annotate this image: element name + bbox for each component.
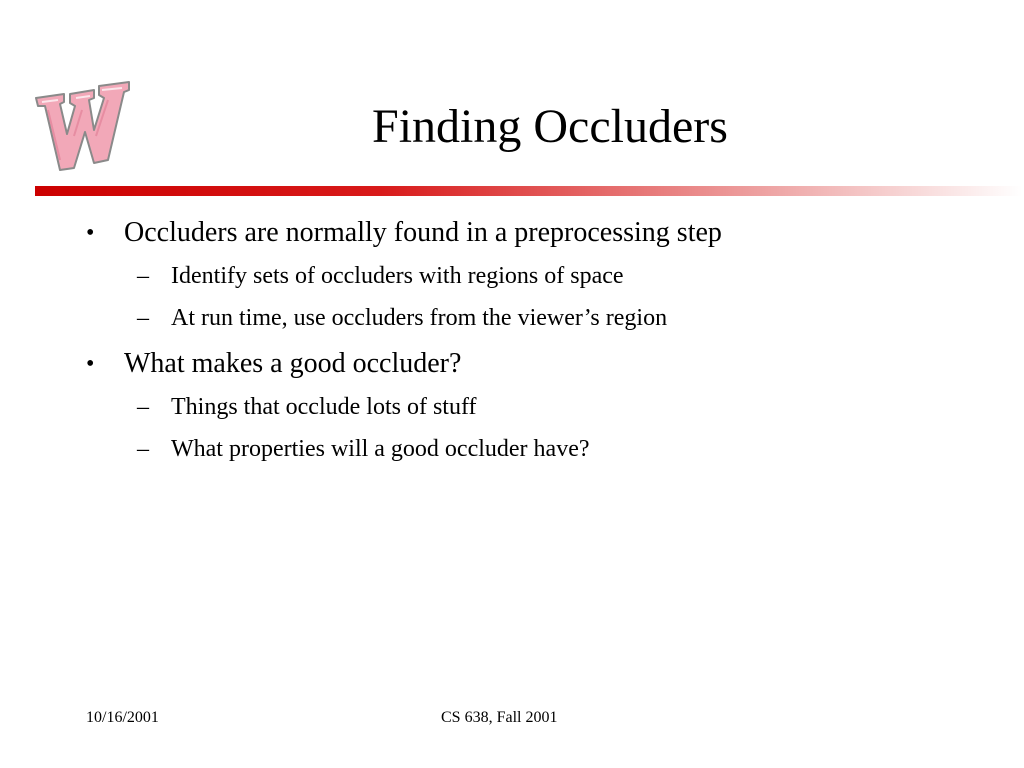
bullet-text: Occluders are normally found in a preprocessing step: [124, 217, 722, 248]
footer-date: 10/16/2001: [86, 709, 159, 726]
sub-bullet-text: Identify sets of occluders with regions of space: [171, 263, 624, 289]
sub-bullet-marker: –: [137, 263, 149, 289]
sub-bullet-marker: –: [137, 394, 149, 420]
sub-bullet-text: Things that occlude lots of stuff: [171, 394, 477, 420]
sub-bullet-text: What properties will a good occluder have?: [171, 436, 590, 462]
sub-bullet-text: At run time, use occluders from the viewer’s region: [171, 305, 668, 331]
sub-bullet-marker: –: [137, 305, 149, 331]
footer-course: CS 638, Fall 2001: [441, 709, 558, 726]
bullet-text: What makes a good occluder?: [124, 348, 462, 379]
sub-bullet-marker: –: [137, 436, 149, 462]
slide-title: Finding Occluders: [372, 100, 728, 153]
bullet-marker: •: [86, 220, 95, 246]
bullet-marker: •: [86, 351, 95, 377]
